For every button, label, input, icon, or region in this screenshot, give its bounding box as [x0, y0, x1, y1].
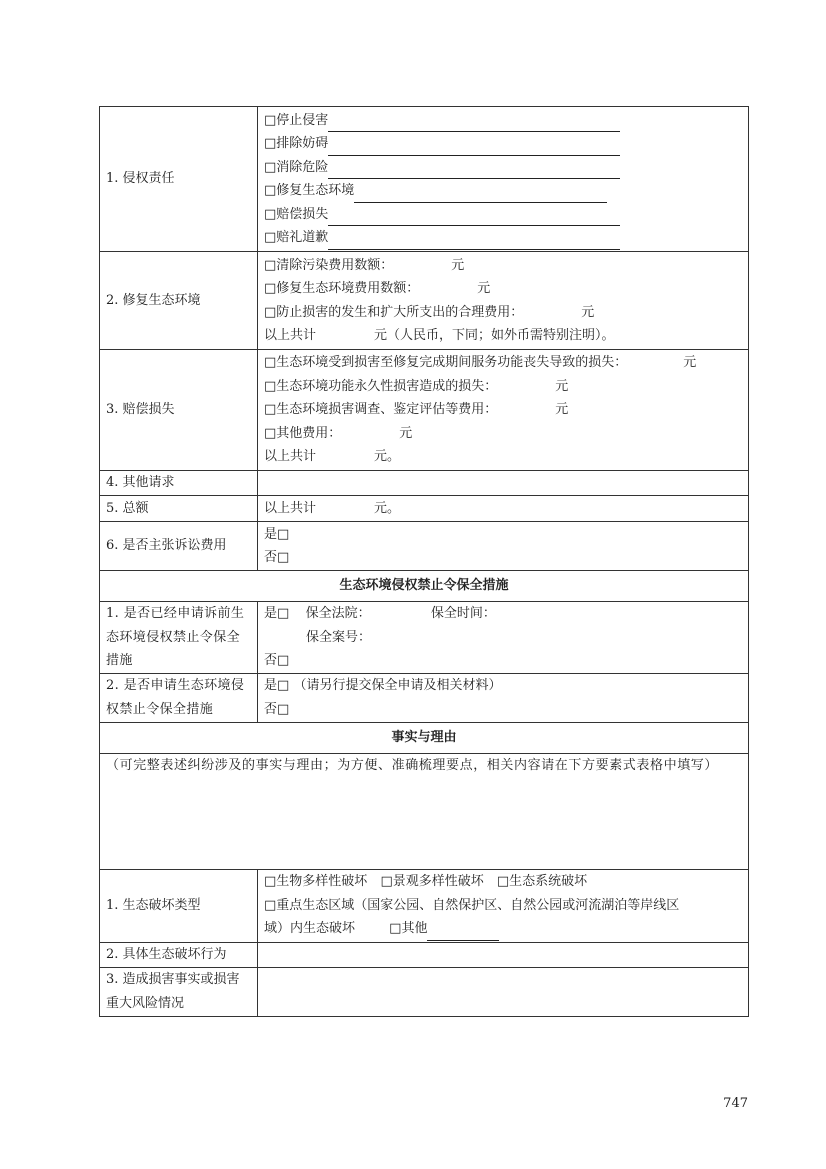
label-damage-type: 1. 生态破坏类型	[100, 869, 258, 942]
row-compensate	[100, 350, 749, 471]
unit-yuan: 元	[477, 281, 491, 296]
row-total	[100, 496, 749, 522]
option-ecosystem[interactable]: □生态系统破坏	[496, 874, 588, 890]
row-section-facts	[100, 722, 749, 753]
row-apply-injunction	[100, 673, 749, 722]
facts-note[interactable]	[100, 753, 749, 869]
label-restore: 2. 修复生态环境	[100, 252, 258, 350]
prevention-cost[interactable]: □防止损害的发生和扩大所支出的合理费用：	[264, 304, 524, 320]
label-other-request: 4. 其他请求	[100, 471, 258, 496]
infringement-options	[258, 107, 749, 252]
row-damage-type	[100, 869, 749, 942]
cleanup-cost[interactable]: □清除污染费用数额：	[264, 257, 394, 273]
section-title-injunction: 生态环境侵权禁止令保全措施	[100, 571, 749, 602]
row-facts-note	[100, 753, 749, 869]
other-cost[interactable]: □其他费用：	[264, 425, 342, 441]
option-remove-obstruction[interactable]: □排除妨碍	[264, 136, 329, 151]
pre-suit-yes[interactable]: 是□	[264, 606, 290, 621]
restore-total: 以上共计	[264, 328, 317, 343]
restoration-cost[interactable]: □修复生态环境费用数额：	[264, 281, 420, 296]
option-restore-environment[interactable]: □修复生态环境	[264, 183, 355, 198]
option-apologize[interactable]: □赔礼道歉	[264, 230, 329, 245]
label-pre-suit: 1. 是否已经申请诉前生态环境侵权禁止令保全措施	[100, 602, 258, 674]
unit-yuan: 元。	[374, 449, 401, 465]
compensate-total: 以上共计	[264, 449, 317, 465]
option-compensate-loss[interactable]: □赔偿损失	[264, 206, 329, 222]
assessment-cost[interactable]: □生态环境损害调查、鉴定评估等费用：	[264, 402, 498, 418]
row-pre-suit	[100, 602, 749, 674]
row-litigation-fee	[100, 522, 749, 571]
label-apply-injunction: 2. 是否申请生态环境侵权禁止令保全措施	[100, 673, 258, 722]
permanent-loss[interactable]: □生态环境功能永久性损害造成的损失：	[264, 378, 498, 394]
complaint-form-table	[99, 106, 749, 1017]
label-litigation-fee: 6. 是否主张诉讼费用	[100, 522, 258, 571]
row-behavior	[100, 942, 749, 967]
label-consequence: 3. 造成损害事实或损害重大风险情况	[100, 967, 258, 1016]
restore-total-note: 元（人民币，下同；如外币需特别注明）。	[374, 328, 615, 343]
litigation-fee-no[interactable]: 否□	[264, 550, 290, 565]
label-behavior: 2. 具体生态破坏行为	[100, 942, 258, 967]
unit-yuan: 元	[581, 304, 595, 320]
behavior-field[interactable]	[258, 942, 749, 967]
page-number: 747	[723, 1096, 748, 1111]
label-total: 5. 总额	[100, 496, 258, 522]
unit-yuan: 元	[451, 257, 465, 273]
label-compensate: 3. 赔偿损失	[100, 350, 258, 471]
preservation-case-no: 保全案号：	[306, 629, 372, 645]
option-stop-infringement[interactable]: □停止侵害	[264, 112, 329, 128]
apply-yes[interactable]: 是□	[264, 678, 290, 693]
pre-suit-no[interactable]: 否□	[264, 653, 290, 668]
preservation-time: 保全时间：	[430, 606, 496, 621]
section-title-facts: 事实与理由	[100, 722, 749, 753]
apply-note: （请另行提交保全申请及相关材料）	[293, 678, 502, 693]
apply-no[interactable]: 否□	[264, 701, 290, 717]
unit-yuan: 元	[399, 425, 413, 441]
consequence-field[interactable]	[258, 967, 749, 1016]
unit-yuan: 元	[555, 378, 569, 394]
preservation-court: 保全法院：	[305, 606, 371, 621]
row-other-request	[100, 471, 749, 496]
row-consequence	[100, 967, 749, 1016]
option-other[interactable]: □其他	[389, 921, 428, 937]
total-unit: 元。	[374, 500, 401, 516]
row-section-injunction	[100, 571, 749, 602]
total-text: 以上共计	[264, 500, 317, 516]
option-key-area-cont: 域）内生态破坏	[264, 921, 356, 937]
option-landscape-diversity[interactable]: □景观多样性破坏	[380, 874, 484, 890]
label-infringement: 1. 侵权责任	[100, 107, 258, 252]
litigation-fee-yes[interactable]: 是□	[264, 526, 290, 542]
option-key-area[interactable]: □重点生态区域（国家公园、自然保护区、自然公园或河流湖泊等岸线区	[264, 897, 680, 913]
unit-yuan: 元	[555, 402, 569, 418]
other-request-field[interactable]	[258, 471, 749, 496]
option-eliminate-danger[interactable]: □消除危险	[264, 159, 329, 175]
row-infringement	[100, 107, 749, 252]
option-biodiversity[interactable]: □生物多样性破坏	[264, 874, 368, 890]
unit-yuan: 元	[683, 355, 697, 371]
row-restore	[100, 252, 749, 350]
service-loss[interactable]: □生态环境受到损害至修复完成期间服务功能丧失导致的损失：	[264, 355, 628, 371]
facts-note-text: （可完整表述纠纷涉及的事实与理由；为方便、准确梳理要点，相关内容请在下方要素式表格中填写）	[106, 757, 719, 773]
